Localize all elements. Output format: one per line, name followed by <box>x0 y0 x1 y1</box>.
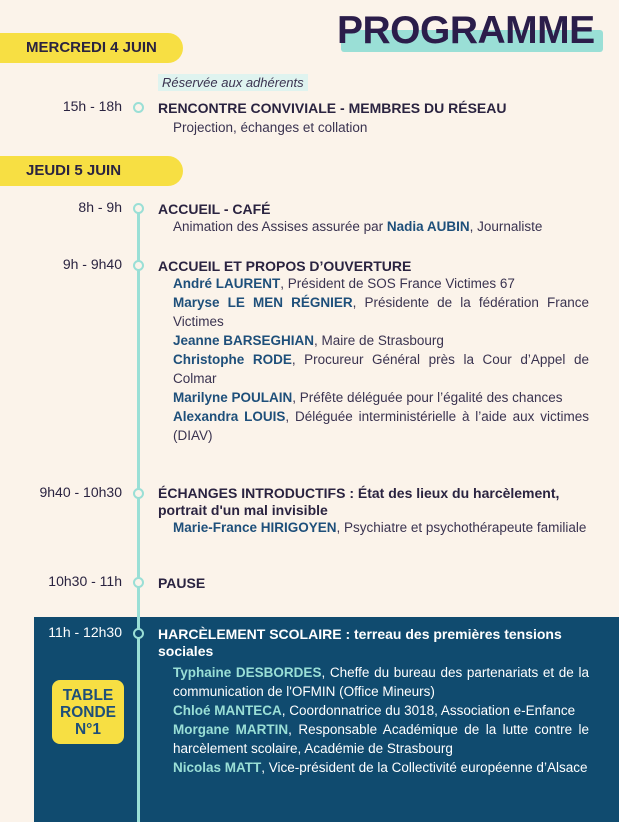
session-title: RENCONTRE CONVIVIALE - MEMBRES DU RÉSEAU <box>158 100 507 116</box>
speaker-item: Morgane MARTIN, Responsable Académique de la lutte contre le harcèlement scolaire, Académie de Strasbourg <box>173 722 590 756</box>
speaker-list <box>173 518 589 537</box>
host-name: Nadia AUBIN <box>386 219 470 234</box>
day-banner-thursday: JEUDI 5 JUIN <box>0 156 183 186</box>
timeline-dot <box>133 628 144 639</box>
session-time: 11h - 12h30 <box>48 624 122 640</box>
session-time: 9h - 9h40 <box>62 256 122 272</box>
session-subtitle: Projection, échanges et collation <box>173 120 368 135</box>
timeline-dot <box>133 203 144 214</box>
timeline-dot <box>133 488 144 499</box>
speaker-item: Marie-France HIRIGOYEN, Psychiatre et psychothérapeute familiale <box>173 520 587 535</box>
page-title: PROGRAMME <box>337 9 595 52</box>
timeline-dot <box>133 260 144 271</box>
timeline-dot <box>133 577 144 588</box>
timeline-dot <box>133 102 144 113</box>
session-title: HARCÈLEMENT SCOLAIRE : terreau des premières tensions sociales <box>158 626 562 659</box>
speaker-item: Christophe RODE, Procureur Général près la Cour d’Appel de Colmar <box>173 352 590 386</box>
speaker-list <box>173 663 589 777</box>
session-title: ÉCHANGES INTRODUCTIFS : État des lieux du harcèlement, portrait d'un mal invisible <box>158 485 560 518</box>
speaker-item: Jeanne BARSEGHIAN, Maire de Strasbourg <box>173 333 444 348</box>
speaker-item: Alexandra LOUIS, Déléguée interministérielle à l’aide aux victimes (DIAV) <box>173 409 590 443</box>
session-title: ACCUEIL - CAFÉ <box>158 201 271 217</box>
round-table-badge: TABLE RONDE N°1 <box>52 680 124 744</box>
session-subtitle: Animation des Assises assurée par Nadia AUBIN, Journaliste <box>173 219 543 234</box>
session-title: ACCUEIL ET PROPOS D’OUVERTURE <box>158 258 412 274</box>
timeline-line <box>137 617 140 822</box>
speaker-item: André LAURENT, Président de SOS France Victimes 67 <box>173 276 515 291</box>
session-time: 8h - 9h <box>78 199 122 215</box>
speaker-item: Nicolas MATT, Vice-président de la Collectivité européenne d’Alsace <box>173 760 588 775</box>
speaker-item: Maryse LE MEN RÉGNIER, Présidente de la fédération France Victimes <box>173 295 589 329</box>
session-time: 9h40 - 10h30 <box>39 484 122 500</box>
session-time: 10h30 - 11h <box>48 573 122 589</box>
speaker-list <box>173 274 589 445</box>
session-time: 15h - 18h <box>62 98 122 114</box>
day-banner-wednesday: MERCREDI 4 JUIN <box>0 33 183 63</box>
members-only-note: Réservée aux adhérents <box>158 74 308 91</box>
speaker-item: Typhaine DESBORDES, Cheffe du bureau des partenariats et de la communication de l'OFMIN (Office Mineurs) <box>173 665 589 699</box>
session-title: PAUSE <box>158 575 206 591</box>
speaker-item: Chloé MANTECA, Coordonnatrice du 3018, Association e-Enfance <box>173 703 576 718</box>
speaker-item: Marilyne POULAIN, Préfête déléguée pour l’égalité des chances <box>173 390 563 405</box>
